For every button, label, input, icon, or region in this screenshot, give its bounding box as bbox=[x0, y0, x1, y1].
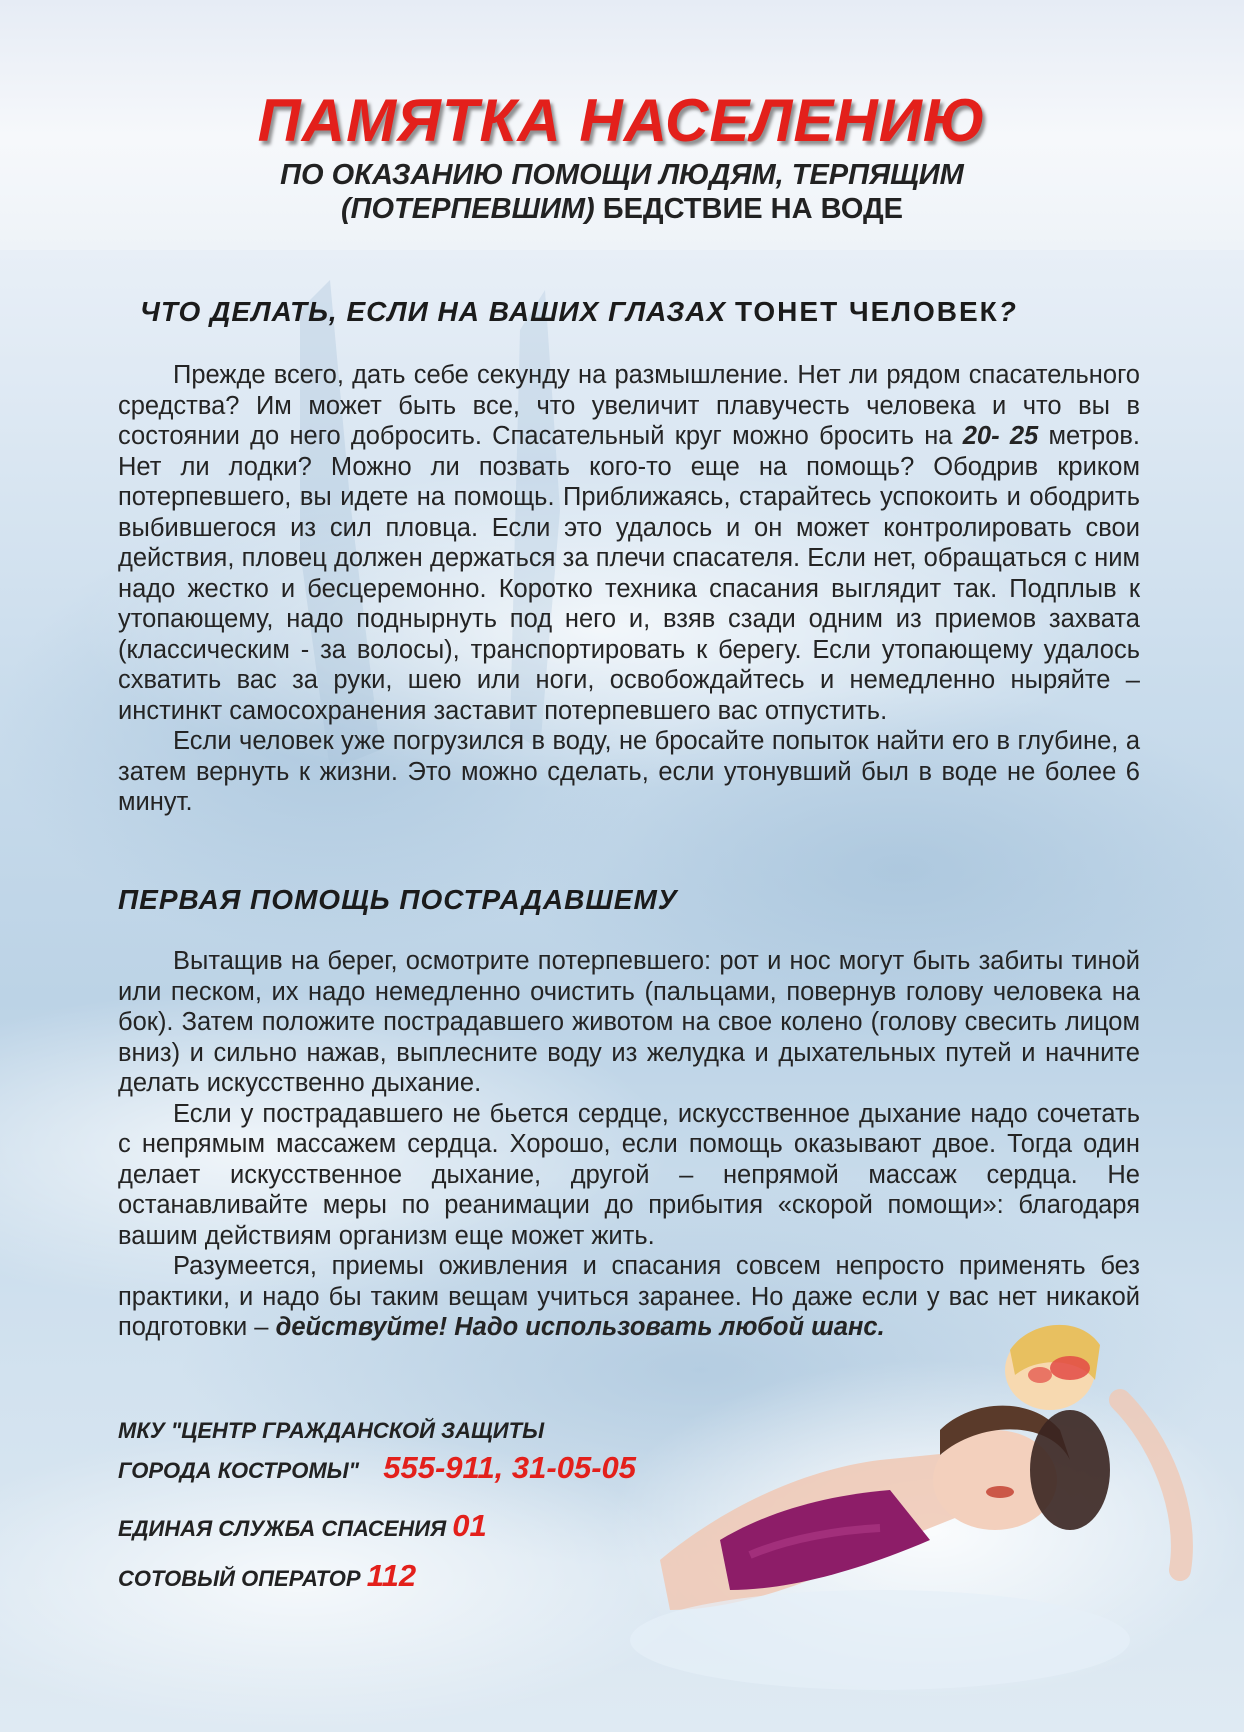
paragraph-text: Разумеется, приемы оживления и спасания совсем непросто применять без практики, и надо бы таким вещам учиться заранее. Но даже если у вас нет никакой подготовки – bbox=[118, 1252, 1140, 1341]
subtitle-water-disaster: БЕДСТВИЕ НА ВОДЕ bbox=[602, 193, 904, 225]
paragraph-text: метров. Нет ли лодки? Можно ли позвать кого-то еще на помощь? Ободрив криком потерпевшего, вы идете на помощь. Приближаясь, старайтесь успокоить и ободрить выбившегося из сил пловца. Если это удалось и он может контролировать свои действия, пловец должен держаться за плечи спасателя. Если нет, обращаться с ним надо жестко и бесцеремонно. Коротко техника спасания выглядит так. Подплыв к утопающему, надо поднырнуть под него и, взяв сзади одним из приемов захвата (классическим - за волосы), транспортировать к берегу. Если утопающему удалось схватить вас за руки, шею или ноги, освобождайтесь и немедленно ныряйте – инстинкт самосохранения заставит потерпевшего вас отпустить. bbox=[118, 422, 1141, 725]
rescue-service-number[interactable]: 01 bbox=[452, 1508, 487, 1543]
mobile-operator-label: СОТОВЫЙ ОПЕРАТОР bbox=[118, 1566, 361, 1591]
subtitle-line-2 bbox=[0, 192, 1244, 226]
rescue-service-label: ЕДИНАЯ СЛУЖБА СПАСЕНИЯ bbox=[118, 1516, 447, 1541]
rescue-service-line bbox=[118, 1508, 818, 1544]
section-first-aid-text bbox=[118, 946, 1140, 1343]
contacts-block bbox=[118, 1418, 818, 1594]
paragraph: Вытащив на берег, осмотрите потерпевшего: рот и нос могут быть забиты тиной или песком, их надо немедленно очистить (пальцами, повернув голову человека на бок). Затем положите пострадавшего животом на свое колено (голову свесить лицом вниз) и сильно нажав, выплесните воду из желудка и дыхательных путей и начните делать искусственно дыхание. bbox=[118, 947, 1140, 1097]
paragraph: Если человек уже погрузился в воду, не бросайте попыток найти его в глубине, а затем вернуть к жизни. Это можно сделать, если утонувший был в воде не более 6 минут. bbox=[118, 727, 1140, 816]
heading-question-mark: ? bbox=[998, 296, 1017, 327]
paragraph bbox=[118, 360, 1140, 726]
section-drowning-text bbox=[118, 360, 1140, 818]
mobile-operator-number[interactable]: 112 bbox=[366, 1558, 417, 1593]
poster-title: ПАМЯТКА НАСЕЛЕНИЮ bbox=[257, 87, 987, 154]
call-to-action: действуйте! Надо использовать любой шанс. bbox=[275, 1313, 885, 1341]
section-heading-first-aid: ПЕРВАЯ ПОМОЩЬ ПОСТРАДАВШЕМУ bbox=[118, 884, 678, 915]
mobile-operator-line bbox=[118, 1558, 818, 1594]
paragraph-text: Прежде всего, дать себе секунду на размышление. Нет ли рядом спасательного средства? Им может быть все, что увеличит плавучесть человека и что вы в состоянии до него добросить. Спасательный круг можно бросить на bbox=[118, 361, 1140, 450]
poster-subtitle bbox=[0, 158, 1244, 226]
org-name-city: ГОРОДА КОСТРОМЫ" bbox=[118, 1458, 360, 1483]
org-name-line-2 bbox=[118, 1450, 818, 1486]
heading-question-text: ЧТО ДЕЛАТЬ, ЕСЛИ НА ВАШИХ ГЛАЗАХ bbox=[140, 296, 727, 327]
paragraph: Если у пострадавшего не бьется сердце, искусственное дыхание надо сочетать с непрямым массажем сердца. Хорошо, если помощь оказывают двое. Тогда один делает искусственное дыхание, другой – непрямой массаж сердца. Не останавливайте меры по реанимации до прибытия «скорой помощи»: благодаря вашим действиям организм еще может жить. bbox=[118, 1099, 1140, 1250]
org-phones[interactable]: 555-911, 31-05-05 bbox=[383, 1450, 637, 1485]
heading-drowning-person: ТОНЕТ ЧЕЛОВЕК bbox=[735, 296, 999, 327]
throw-distance: 20- 25 bbox=[962, 422, 1039, 450]
subtitle-victims: (ПОТЕРПЕВШИМ) bbox=[340, 193, 595, 225]
section-heading-drowning bbox=[140, 296, 1140, 328]
org-name-line-1: МКУ "ЦЕНТР ГРАЖДАНСКОЙ ЗАЩИТЫ bbox=[118, 1418, 545, 1443]
subtitle-line-1: ПО ОКАЗАНИЮ ПОМОЩИ ЛЮДЯМ, ТЕРПЯЩИМ bbox=[280, 159, 964, 191]
